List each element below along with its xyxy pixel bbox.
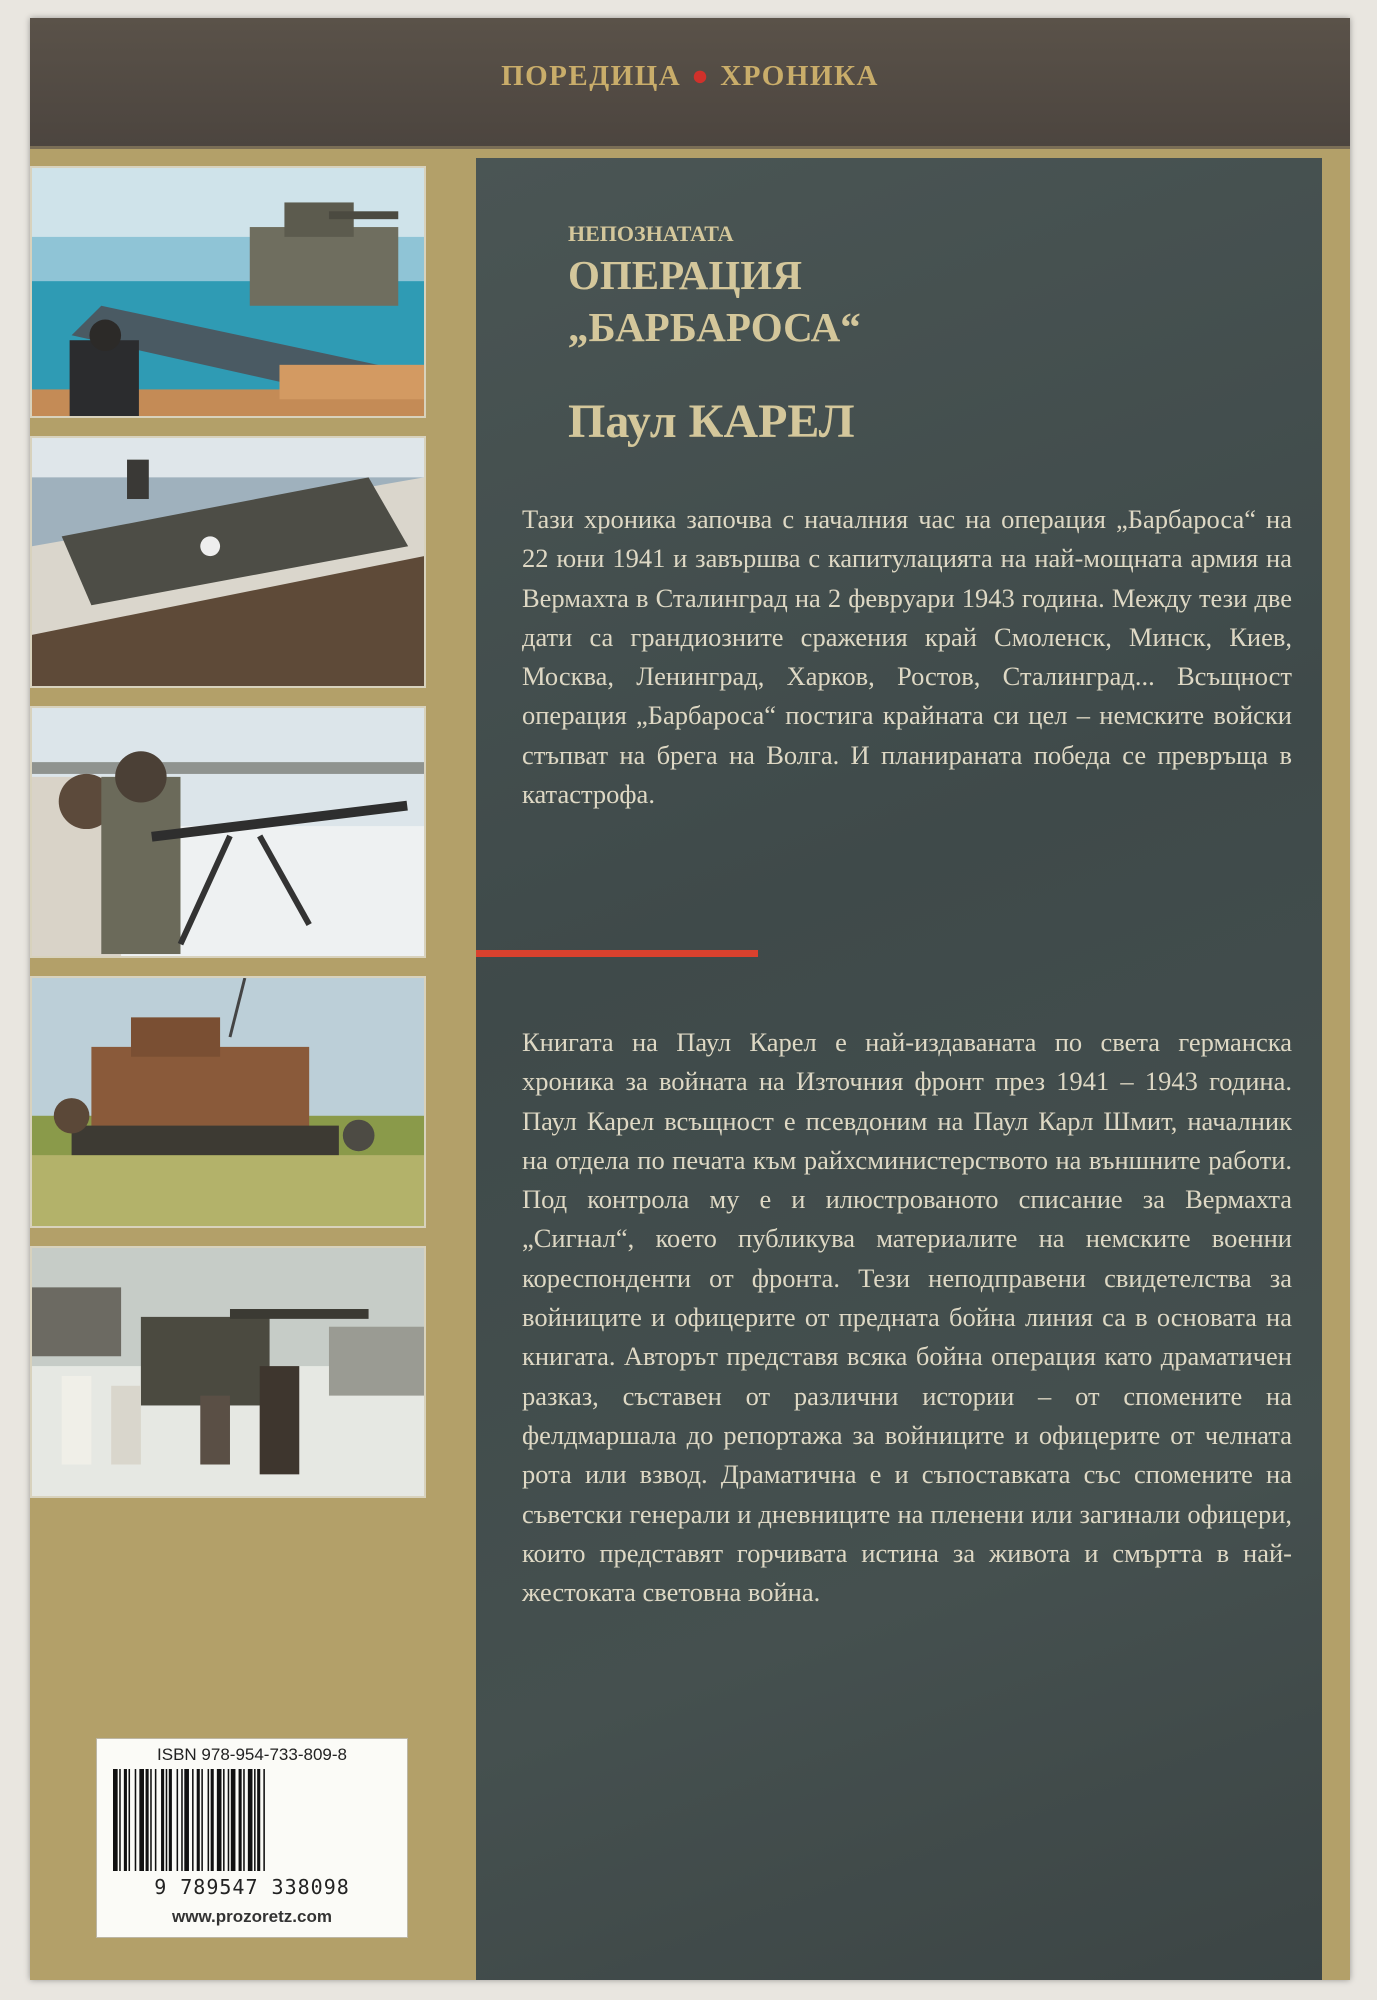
- series-dot-icon: ●: [691, 60, 711, 92]
- series-left: ПОРЕДИЦА: [501, 60, 682, 92]
- description-paragraph-1: Тази хроника започва с началния час на операция „Барбароса“ на 22 юни 1941 и завършва с капитулацията на най-мощната армия на Вермахта в Сталинград на 2 февруари 1943 година. Между тези две дати са грандиозните сражения край Смоленск, Минск, Киев, Москва, Ленинград, Харков, Ростов, Сталинград... Всъщност операция „Барбароса“ постига крайната си цел – немските войски стъпват на брега на Волга. И планираната победа се превръща в катастрофа.: [522, 504, 1292, 810]
- text-panel: [476, 158, 1322, 1980]
- book-title-line2: „БАРБАРОСА“: [568, 304, 861, 350]
- photo-tank-field: [30, 976, 426, 1228]
- ean-number: 9 789547 338098: [154, 1875, 350, 1899]
- book-back-cover: [30, 18, 1350, 1980]
- photo-tank-bridge: [30, 166, 426, 418]
- isbn-text: ISBN 978-954-733-809-8: [157, 1745, 347, 1764]
- series-right: ХРОНИКА: [720, 60, 879, 92]
- barcode-icon: [111, 1769, 393, 1871]
- title-kicker: НЕПОЗНАТАТА: [568, 221, 734, 246]
- series-label: [30, 60, 1350, 93]
- barcode-label: [96, 1738, 408, 1938]
- book-title-line1: ОПЕРАЦИЯ: [568, 252, 802, 298]
- description-paragraph-2: Книгата на Паул Карел е най-издаваната по света германска хроника за войната на Източния фронт през 1941 – 1943 година. Паул Карел всъщност е псевдоним на Паул Карл Шмит, началник на отдела по печата към райхсминистерството на външните работи. Под контрола му е и илюстрованото списание за Вермахта „Сигнал“, което публикува материалите на немските военни кореспонденти от фронта. Тези неподправени свидетелства за войниците и офицерите от предната бойна линия са в основата на книгата. Авторът представя всяка бойна операция като драматичен разказ, съставен от различни истории – от спомените на фелдмаршала до репортажа за войниците и офицерите от челната рота или взвод. Драматична е и съпоставката със спомените на съветски генерали и дневниците на пленени или загинали офицери, които представят горчивата истина за живота и смъртта в най-жестоката световна война.: [522, 1027, 1292, 1608]
- photo-village-tank: [30, 1246, 426, 1498]
- author-name: Паул КАРЕЛ: [568, 395, 855, 448]
- publisher-url: www.prozoretz.com: [172, 1907, 332, 1926]
- book-title: [568, 249, 861, 353]
- photo-tank-winter: [30, 436, 426, 688]
- photo-machine-gunners: [30, 706, 426, 958]
- series-band: [30, 18, 1350, 149]
- accent-divider: [476, 950, 758, 957]
- photo-column: [30, 166, 426, 1726]
